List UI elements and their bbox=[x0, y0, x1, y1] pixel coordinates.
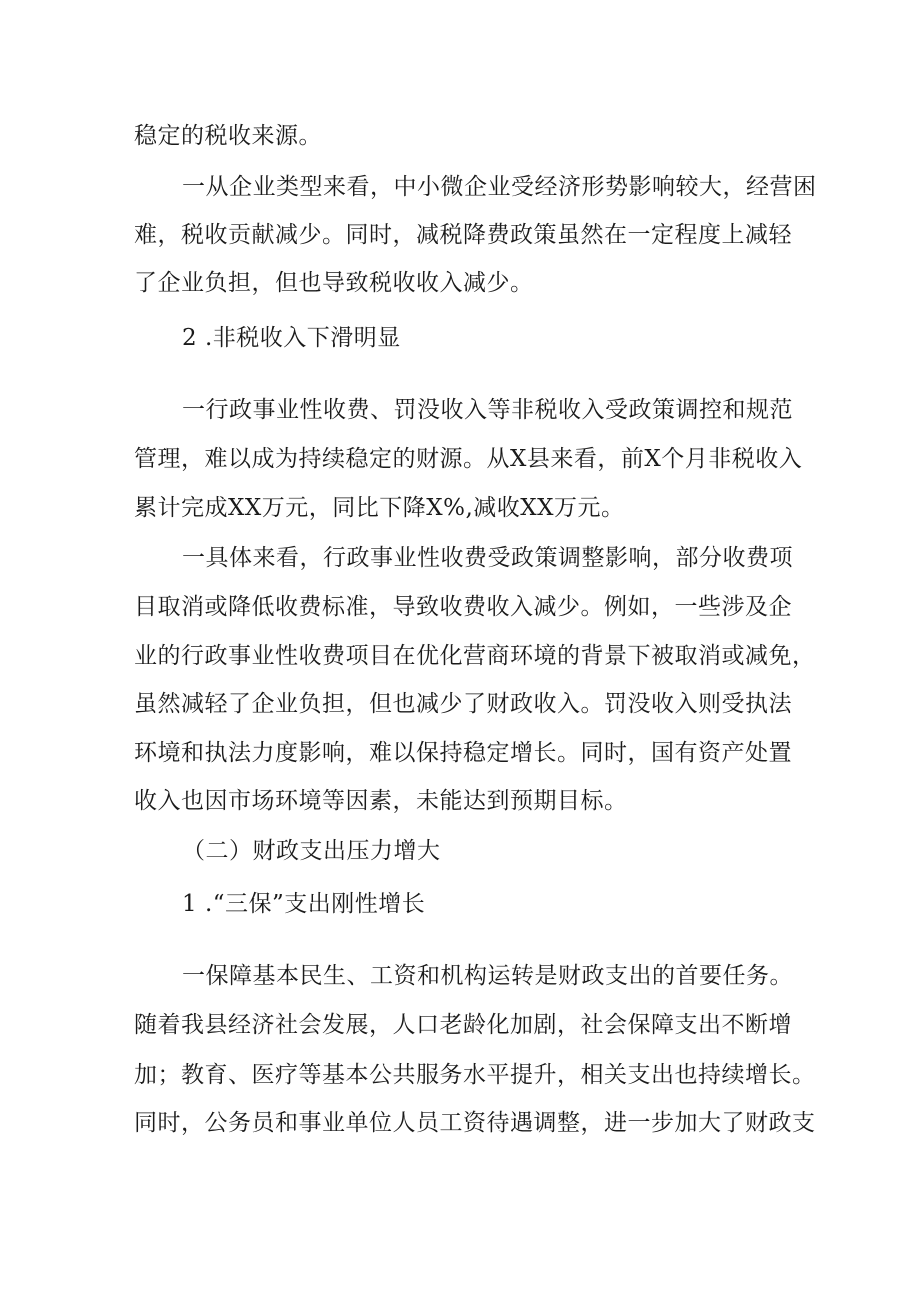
text-line: 管理，难以成为持续稳定的财源。从X县来看，前X个月非税收入 bbox=[134, 446, 803, 472]
text-line: 一从企业类型来看，中小微企业受经济形势影响较大，经营困 bbox=[182, 174, 817, 200]
text-line: 虽然减轻了企业负担，但也减少了财政收入。罚没收入则受执法 bbox=[134, 691, 792, 717]
text-line: 了企业负担，但也导致税收收入减少。 bbox=[134, 270, 534, 296]
section-heading: 1 .“三保”支出刚性增长 bbox=[182, 891, 426, 917]
text-line: 累计完成XX万元，同比下降X%,减收XX万元。 bbox=[134, 495, 625, 521]
text-line: 一具体来看，行政事业性收费受政策调整影响，部分收费项 bbox=[182, 545, 793, 571]
text-line: 稳定的税收来源。 bbox=[134, 123, 322, 149]
text-line: 目取消或降低收费标准，导致收费收入减少。例如，一些涉及企 bbox=[134, 594, 792, 620]
text-line: 环境和执法力度影响，难以保持稳定增长。同时，国有资产处置 bbox=[134, 740, 792, 766]
text-line: 难，税收贡献减少。同时，减税降费政策虽然在一定程度上减轻 bbox=[134, 222, 792, 248]
section-heading: 2 .非税收入下滑明显 bbox=[182, 325, 401, 351]
text-line: 加；教育、医疗等基本公共服务水平提升，相关支出也持续增长。 bbox=[134, 1062, 816, 1088]
text-line: 业的行政事业性收费项目在优化营商环境的背景下被取消或减免， bbox=[134, 643, 816, 669]
text-line: 收入也因市场环境等因素，未能达到预期目标。 bbox=[134, 788, 628, 814]
text-line: 随着我县经济社会发展，人口老龄化加剧，社会保障支出不断增 bbox=[134, 1012, 792, 1038]
text-line: 一保障基本民生、工资和机构运转是财政支出的首要任务。 bbox=[182, 963, 793, 989]
section-heading: （二）财政支出压力增大 bbox=[182, 838, 441, 864]
text-line: 一行政事业性收费、罚没收入等非税收入受政策调控和规范 bbox=[182, 397, 793, 423]
text-line: 同时，公务员和事业单位人员工资待遇调整，进一步加大了财政支 bbox=[134, 1110, 816, 1136]
